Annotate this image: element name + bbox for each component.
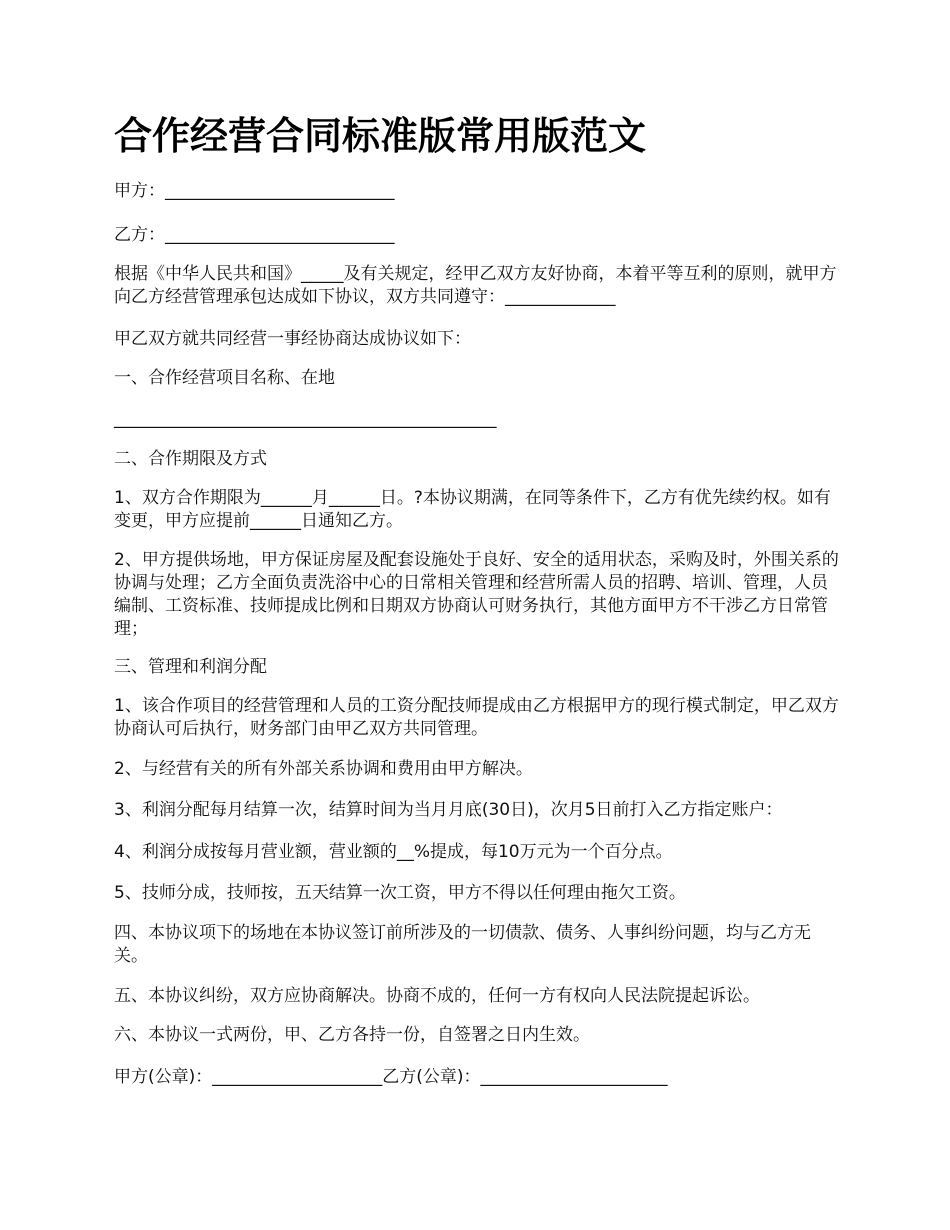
- section3-item-3: 3、利润分配每月结算一次，结算时间为当月月底(30日)，次月5日前打入乙方指定账户：: [114, 800, 783, 820]
- preamble-paragraph: 甲乙双方就共同经营一事经协商达成协议如下：: [114, 329, 471, 349]
- section1-blank-line: _____________________________________________: [114, 409, 497, 429]
- section3-item-4: 4、利润分成按每月营业额，营业额的__%提成，每10万元为一个百分点。: [114, 842, 673, 862]
- section3-item-1: 1、该合作项目的经营管理和人员的工资分配技师提成由乙方根据甲方的现行模式制定，甲乙双方协商认可后执行，财务部门由甲乙双方共同管理。: [114, 696, 839, 739]
- section4-paragraph: 四、本协议项下的场地在本协议签订前所涉及的一切债款、债务、人事纠纷问题，均与乙方无关。: [114, 923, 811, 966]
- signature-line: 甲方(公章)：____________________乙方(公章)：______________________: [114, 1067, 668, 1087]
- intro-paragraph: 根据《中华人民共和国》_____及有关规定，经甲乙双方友好协商，本着平等互利的原则，就甲方向乙方经营管理承包达成如下协议，双方共同遵守：_____________: [114, 264, 837, 307]
- document-title: 合作经营合同标准版常用版范文: [114, 114, 647, 158]
- section3-item-5: 5、技师分成，技师按，五天结算一次工资，甲方不得以任何理由拖欠工资。: [114, 883, 686, 903]
- section1-heading: 一、合作经营项目名称、在地: [114, 368, 335, 388]
- section3-heading: 三、管理和利润分配: [114, 657, 267, 677]
- section3-item-2: 2、与经营有关的所有外部关系协调和费用由甲方解决。: [114, 759, 533, 779]
- section2-item-2: 2、甲方提供场地，甲方保证房屋及配套设施处于良好、安全的适用状态，采购及时，外围关系的协调与处理；乙方全面负责洗浴中心的日常相关管理和经营所需人员的招聘、培训、管理，人员编制、工资标准、技师提成比例和日期双方协商认可财务执行，其他方面甲方不干涉乙方日常管理；: [114, 550, 839, 639]
- party-a-line: 甲方：___________________________: [114, 181, 395, 201]
- party-b-line: 乙方：___________________________: [114, 225, 395, 245]
- section6-paragraph: 六、本协议一式两份，甲、乙方各持一份，自签署之日内生效。: [114, 1025, 590, 1045]
- section5-paragraph: 五、本协议纠纷，双方应协商解决。协商不成的，任何一方有权向人民法院提起诉讼。: [114, 986, 760, 1006]
- section2-item-1: 1、双方合作期限为______月______日。?本协议期满，在同等条件下，乙方有优先续约权。如有变更，甲方应提前______日通知乙方。: [114, 488, 831, 531]
- section2-heading: 二、合作期限及方式: [114, 449, 267, 469]
